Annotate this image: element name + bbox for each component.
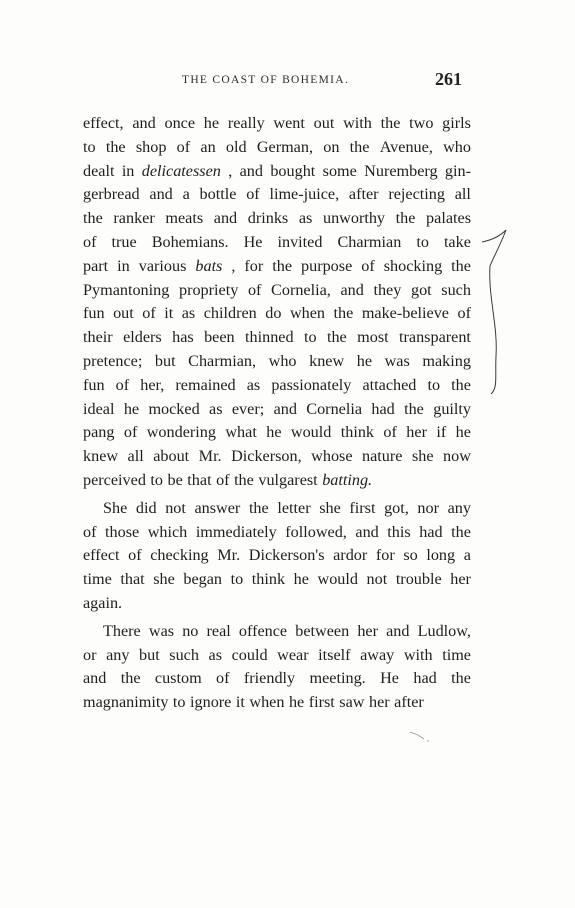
text-line: to the shop of an old German, on the Avenue, who	[83, 137, 471, 156]
text-line: their elders has been thinned to the most transparent	[83, 328, 471, 347]
text-line: fun of her, remained as passionately attached to the	[83, 375, 471, 394]
text-line: fun out of it as children do when the make-believe of	[83, 304, 471, 323]
text-line: or any but such as could wear itself away with time	[83, 645, 471, 664]
running-title: THE COAST OF BOHEMIA.	[182, 74, 350, 86]
text-line: magnanimity to ignore it when he first saw her after	[83, 693, 424, 712]
text-line: dealt in delicatessen , and bought some Nuremberg gin-	[83, 161, 471, 180]
text-line: time that she began to think he would not trouble her	[83, 570, 471, 589]
pencil-margin-bracket	[478, 226, 508, 396]
paper-specks	[400, 726, 440, 746]
text-line: She did not answer the letter she first got, nor any	[103, 498, 471, 517]
text-line: There was no real offence between her and Ludlow,	[103, 621, 471, 640]
text-line: effect of checking Mr. Dickerson's ardor for so long a	[83, 546, 471, 565]
text-line: perceived to be that of the vulgarest batting.	[83, 470, 373, 489]
text-line: ideal he mocked as ever; and Cornelia had the guilty	[83, 399, 471, 418]
text-line: of those which immediately followed, and this had the	[83, 522, 471, 541]
text-line: and the custom of friendly meeting. He had the	[83, 669, 471, 688]
text-line: part in various bats , for the purpose of shocking the	[83, 256, 471, 275]
text-line: knew all about Mr. Dickerson, whose nature she now	[83, 447, 471, 466]
text-line: Pymantoning propriety of Cornelia, and they got such	[83, 280, 471, 299]
text-line: effect, and once he really went out with the two girls	[83, 114, 471, 132]
body-text	[83, 112, 471, 715]
text-line: again.	[83, 593, 123, 612]
text-line: the ranker meats and drinks as unworthy the palates	[83, 209, 471, 228]
text-line: pang of wondering what he would think of her if he	[83, 423, 471, 442]
text-line: pretence; but Charmian, who knew he was making	[83, 351, 471, 370]
page-number: 261	[435, 69, 462, 89]
text-line: of true Bohemians. He invited Charmian to take	[83, 232, 471, 251]
running-head	[78, 69, 472, 93]
text-line: gerbread and a bottle of lime-juice, after rejecting all	[83, 185, 471, 204]
